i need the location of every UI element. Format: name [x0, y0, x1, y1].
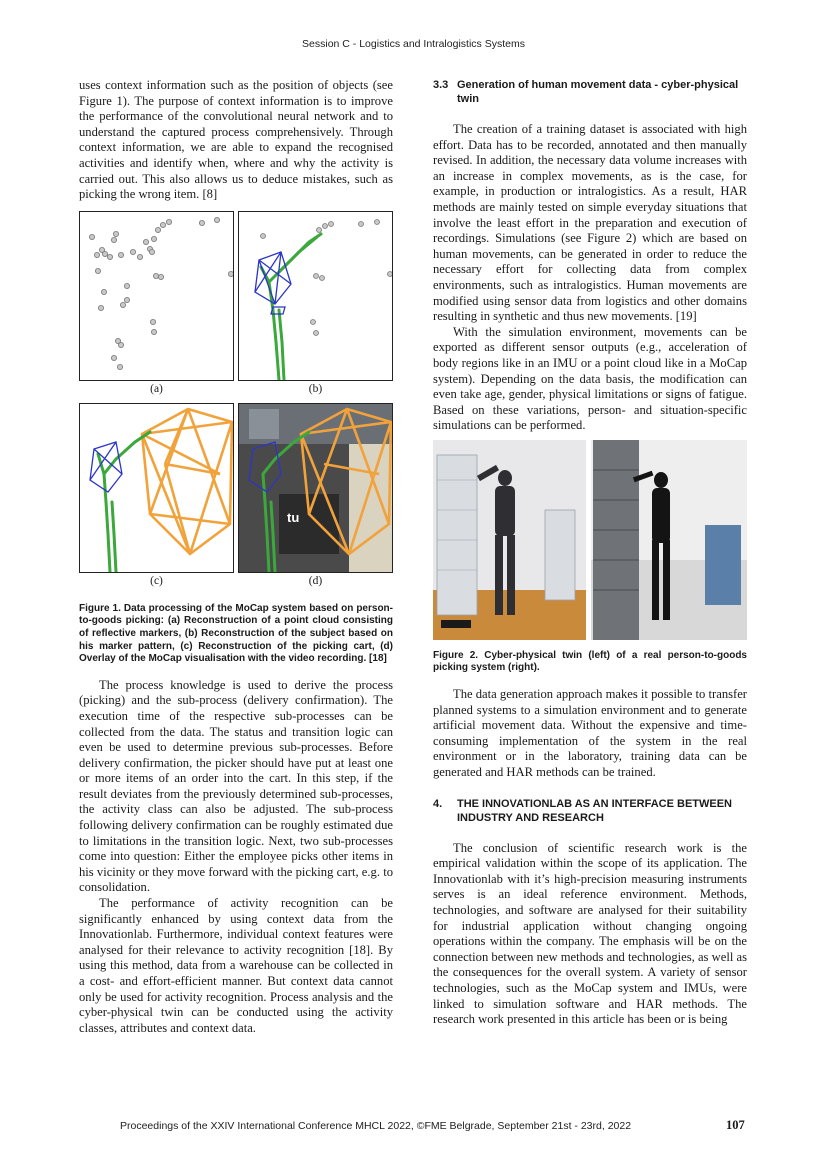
figure-1-panel-c [79, 403, 234, 573]
section-title: Generation of human movement data - cyber-physical twin [457, 79, 739, 105]
cyber-physical-twin-image [433, 440, 747, 640]
section-number: 3.3 [433, 79, 449, 91]
section-title: THE INNOVATIONLAB AS AN INTERFACE BETWEEN INDUSTRY AND RESEARCH [457, 797, 732, 824]
paragraph-generation: The data generation approach makes it possible to transfer planned systems to a simulation environment and to generate artificial movement data. Without the expensive and time-consuming implementation of the system in the real environment or in the laboratory, training data can be generated and HAR methods can be trained. [433, 687, 747, 780]
figure-1-label-d: (d) [308, 574, 323, 587]
section-heading-4 [433, 797, 747, 825]
section-heading-3-3 [433, 78, 747, 106]
skeleton-reconstruction-image [239, 212, 393, 381]
paragraph-performance: The performance of activity recognition can be significantly enhanced by using context data from the Innovationlab. Furthermore, individual context features were analysed for their relevance to activity recognition [18]. By using this method, data from a warehouse can be collected in a cost- and effort-efficient manner. But context data cannot only be used for activity recognition. Process analysis and the cyber-physical twin can be conducted using the activity classes, attributes and context data. [79, 896, 393, 1035]
page-number: 107 [726, 1118, 745, 1132]
paragraph-process: The process knowledge is used to derive the process (picking) and the sub-process (delivery confirmation). The execution time of the respective sub-processes can be collected from the data. The status and transition logic can even be used to determine previous sub-processes. Before delivery confirmation, the picker should have put at least one or more items of an order into the cart. In this step, if the result deviates from the previously determined sub-processes, the activity class can also be adjusted. The sub-process following delivery confirmation can be roughly estimated due to limitations in the transition logic. Next, two sub-processes come into question: Either the employee picks other items in his vicinity or they move forward with the picking cart, e.g. to consolidation. [79, 677, 393, 895]
running-header: Session C - Logistics and Intralogistics Systems [302, 38, 525, 50]
left-column [79, 78, 393, 1036]
paragraph-conclusion: The conclusion of scientific research work is the empirical validation within the scope of its application. The Innovationlab with it’s high-precision measuring instruments serves is an ideal reference environment. Methods, technologies, and software are analysed for their suitability for industrial application without changing ongoing operations within the company. The emphasis will be on the connection between new methods and technologies, as well as the consequences for the overall system. A variety of sensor technologies, such as the MoCap system and IMUs, were linked to simulation software and HAR methods. The research work presented in this article has been or is being [433, 840, 747, 1027]
overlay-logo-text: tu [287, 509, 300, 525]
figure-1-panel-a [79, 211, 234, 381]
figure-1-label-a: (a) [150, 382, 163, 395]
figure-1 [79, 211, 393, 595]
paragraph-creation: The creation of a training dataset is associated with high effort. Data has to be recorded, annotated and then manually revised. In addition, the necessary data volume increases with an increase in complex movements, as is the case, for example, in production or intralogistics. As a result, HAR methods are mainly tested on simple everyday situations that involve the least effort in the preparation and execution of recordings. Simulations (see Figure 2) which are based on human movements, can be generated in order to reduce the necessary effort for collecting data from complex environments, such as intralogistics. Human movements are modified using sensor data from logistics and other domains resulting in synthetic and thus new movements. [19] [433, 122, 747, 324]
paragraph-simulation: With the simulation environment, movements can be exported as different sensor outputs (e.g., acceleration of body regions like in an IMU or a point cloud like in a MoCap system). Depending on the data basis, the modification can even take age, gender, physical limitations or signs of fatigue. Based on these variations, person- and situation-specific simulations can be performed. [433, 324, 747, 433]
running-footer: Proceedings of the XXIV International Conference MHCL 2022, ©FME Belgrade, September 21st - 23rd, 2022 [120, 1120, 632, 1132]
figure-1-panel-d [238, 403, 393, 573]
figure-2-caption: Figure 2. Cyber-physical twin (left) of a real person-to-goods picking system (right). [433, 649, 747, 674]
figure-1-label-c: (c) [150, 574, 163, 587]
picking-cart-reconstruction-image [80, 404, 234, 573]
figure-1-label-b: (b) [308, 382, 323, 395]
figure-1-panel-b [238, 211, 393, 381]
point-cloud-image [80, 212, 234, 381]
figure-1-caption: Figure 1. Data processing of the MoCap system based on person-to-goods picking: (a) Reconstruction of a point cloud consisting of reflective markers, (b) Reconstruction of the subject based on his marker pattern, (c) Reconstruction of the picking cart, (d) Overlay of the MoCap visualisation with the video recording. [18] [79, 602, 393, 665]
section-number: 4. [433, 797, 443, 810]
video-overlay-image [239, 404, 393, 573]
figure-2 [433, 440, 747, 640]
right-column [433, 78, 747, 1028]
paragraph-intro: uses context information such as the position of objects (see Figure 1). The purpose of context information is to improve the performance of the convolutional neural network and to understand the captured process comprehensively. Through context information, we are able to expand the recognised activities and identify when, where and why the activity is carried out. This also allows us to deduce mistakes, such as picking the wrong item. [8] [79, 78, 393, 202]
